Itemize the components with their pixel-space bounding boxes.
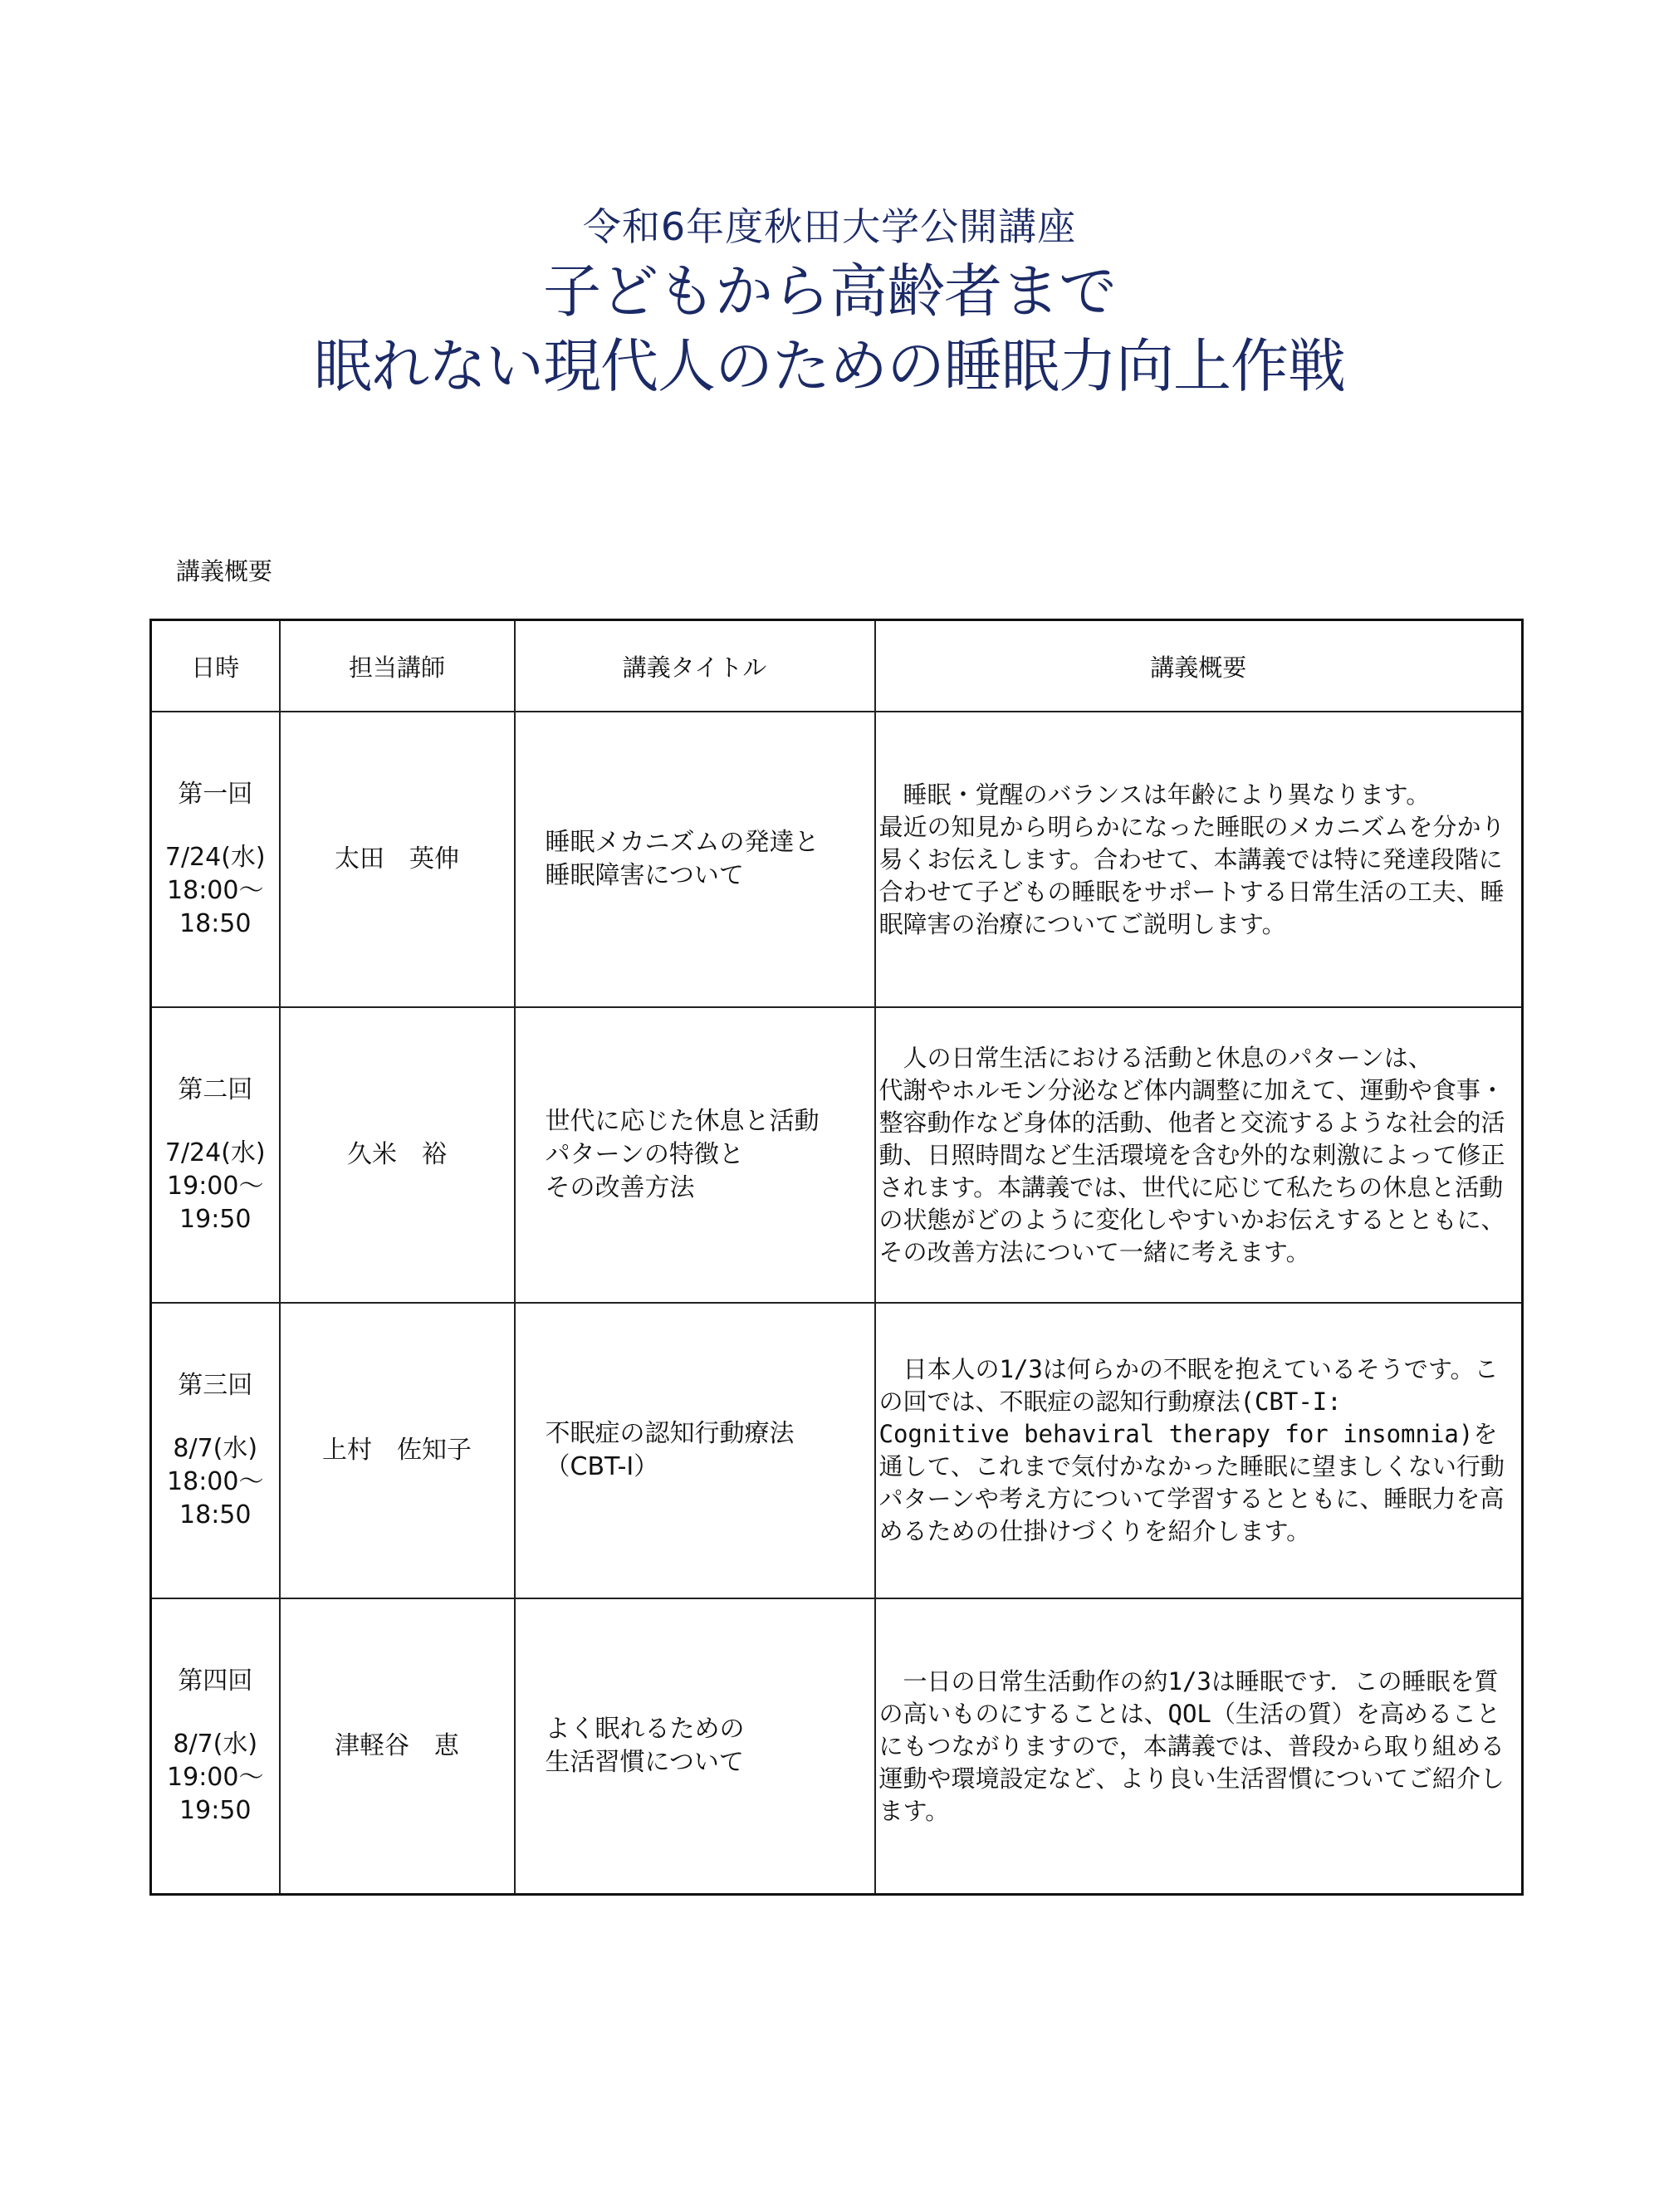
section-label: 講義概要 [176, 557, 273, 585]
datetime-cell [151, 1598, 280, 1895]
datetime-cell [151, 1303, 280, 1598]
session-time-start: 19:00～ [167, 1763, 264, 1792]
session-date: 7/24(水) [164, 843, 266, 872]
lecturer-cell: 上村 佐知子 [280, 1303, 515, 1598]
table-row [151, 1303, 1523, 1598]
lecturer-cell: 久米 裕 [280, 1007, 515, 1303]
table-header-row [151, 620, 1523, 712]
lecturer-cell: 津軽谷 恵 [280, 1598, 515, 1895]
lecture-title-cell: 睡眠メカニズムの発達と 睡眠障害について [515, 712, 875, 1007]
course-title-line1: 子どもから高齢者まで [543, 257, 1116, 325]
session-time-start: 19:00～ [167, 1172, 264, 1201]
datetime-cell [151, 1007, 280, 1303]
session-date: 7/24(水) [164, 1138, 266, 1167]
session-number: 第一回 [178, 780, 253, 809]
lecture-table [149, 619, 1524, 1896]
session-time-start: 18:00～ [167, 876, 264, 905]
column-header-lecturer: 担当講師 [280, 620, 515, 712]
session-time-end: 19:50 [179, 1205, 252, 1234]
column-header-summary: 講義概要 [875, 620, 1523, 712]
session-number: 第二回 [178, 1075, 253, 1104]
session-date: 8/7(水) [173, 1434, 258, 1463]
session-time-end: 18:50 [179, 909, 252, 938]
lecture-summary-cell: 日本人の1/3は何らかの不眠を抱えているそうです。この回では、不眠症の認知行動療法(CBT-I: Cognitive behaviral therapy for insomnia)を通して、これまで気付かなかった睡眠に望ましくない行動パターンや考え方について学習するとともに、睡眠力を高めるための仕掛けづくりを紹介します。 [875, 1303, 1523, 1598]
lecture-title-cell: 不眠症の認知行動療法 （CBT-I） [515, 1303, 875, 1598]
lecturer-cell: 太田 英伸 [280, 712, 515, 1007]
session-date: 8/7(水) [173, 1730, 258, 1759]
column-header-datetime: 日時 [151, 620, 280, 712]
course-subtitle: 令和6年度秋田大学公開講座 [582, 204, 1077, 249]
lecture-summary-cell: 睡眠・覚醒のバランスは年齢により異なります。 最近の知見から明らかになった睡眠のメカニズムを分かり易くお伝えします。合わせて、本講義では特に発達段階に合わせて子どもの睡眠をサポートする日常生活の工夫、睡眠障害の治療についてご説明します。 [875, 712, 1523, 1007]
lecture-title-cell: よく眠れるための 生活習慣について [515, 1598, 875, 1895]
lecture-summary-cell: 人の日常生活における活動と休息のパターンは、 代謝やホルモン分泌など体内調整に加えて、運動や食事・整容動作など身体的活動、他者と交流するような社会的活動、日照時間など生活環境を含む外的な刺激によって修正されます。本講義では、世代に応じて私たちの休息と活動の状態がどのように変化しやすいかお伝えするとともに、その改善方法について一緒に考えます。 [875, 1007, 1523, 1303]
lecture-title-cell: 世代に応じた休息と活動 パターンの特徴と その改善方法 [515, 1007, 875, 1303]
session-time-end: 18:50 [179, 1500, 252, 1529]
table-row [151, 1598, 1523, 1895]
course-title-line2: 眠れない現代人のための睡眠力向上作戦 [314, 332, 1345, 400]
session-time-start: 18:00～ [167, 1467, 264, 1496]
column-header-title: 講義タイトル [515, 620, 875, 712]
table-row [151, 712, 1523, 1007]
document-header [0, 199, 1659, 404]
datetime-cell [151, 712, 280, 1007]
session-time-end: 19:50 [179, 1796, 252, 1825]
table-row [151, 1007, 1523, 1303]
session-number: 第三回 [178, 1371, 253, 1400]
lecture-summary-cell: 一日の日常生活動作の約1/3は睡眠です．この睡眠を質の高いものにすることは、QOL（生活の質）を高めることにもつながりますので，本講義では、普段から取り組める運動や環境設定など、より良い生活習慣についてご紹介します。 [875, 1598, 1523, 1895]
session-number: 第四回 [178, 1666, 253, 1696]
